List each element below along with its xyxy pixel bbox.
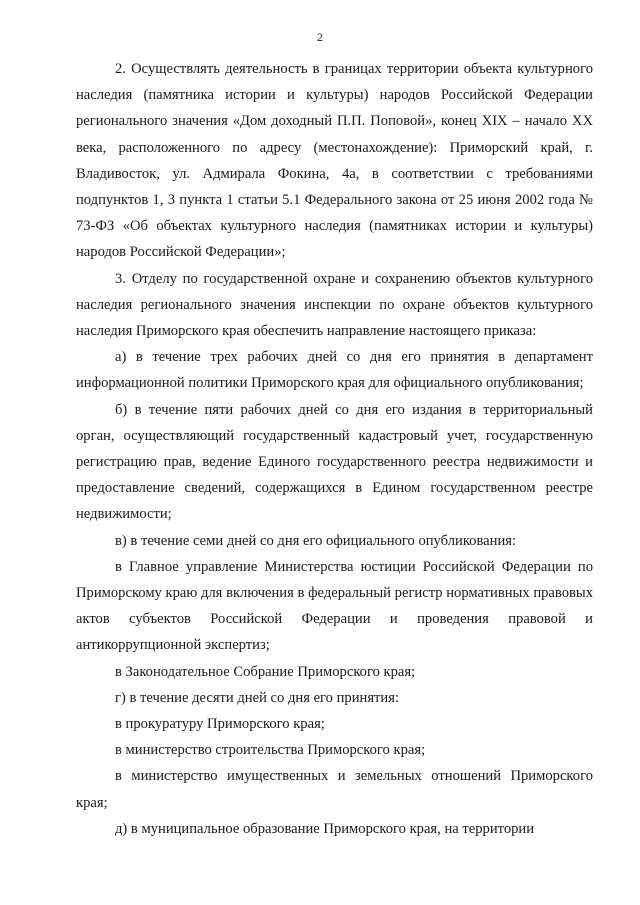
subparagraph-b: б) в течение пяти рабочих дней со дня его издания в территориальный орган, осуществляющий государственный кадастровый учет, государственную регистрацию прав, ведение Единого государственного реестра недвижимости и предоставление сведений, содержащихся в Едином государственном реестре недвижимости; [76, 401, 593, 523]
recipient-construction-ministry: в министерство строительства Приморского края; [115, 742, 426, 759]
recipient-property-ministry: в министерство имущественных и земельных отношений Приморского края; [76, 768, 593, 811]
recipient-legislative-assembly: в Законодательное Собрание Приморского края; [115, 663, 416, 680]
recipient-justice-ministry: в Главное управление Министерства юстиции Российской Федерации по Приморскому краю для включения в федеральный регистр нормативных правовых актов субъектов Российской Федерации и проведения правовой и антикоррупционной экспертиз; [76, 558, 593, 654]
subparagraph-v: в) в течение семи дней со дня его официального опубликования: [115, 532, 517, 549]
subparagraph-a: а) в течение трех рабочих дней со дня его принятия в департамент информационной политики Приморского края для официального опубликования; [76, 349, 593, 392]
page-number: 2 [317, 30, 323, 44]
paragraph-item-2: 2. Осуществлять деятельность в границах территории объекта культурного наследия (памятника истории и культуры) народов Российской Федерации регионального значения «Дом доходный П.П. Поповой», конец XIX – начало XX века, расположенного по адресу (местонахождение): Приморский край, г. Владивосток, ул. Адмирала Фокина, 4а, в соответствии с требованиями подпунктов 1, 3 пункта 1 статьи 5.1 Федерального закона от 25 июня 2002 года № 73-ФЗ «Об объектах культурного наследия (памятниках истории и культуры) народов Российской Федерации»; [76, 61, 593, 261]
subparagraph-g: г) в течение десяти дней со дня его принятия: [115, 689, 400, 706]
recipient-prosecutor: в прокуратуру Приморского края; [115, 716, 325, 733]
paragraph-item-3: 3. Отделу по государственной охране и сохранению объектов культурного наследия регионального значения инспекции по охране объектов культурного наследия Приморского края обеспечить направление настоящего приказа: [76, 270, 593, 340]
document-body [76, 56, 593, 842]
subparagraph-d: д) в муниципальное образование Приморского края, на территории [115, 820, 535, 837]
